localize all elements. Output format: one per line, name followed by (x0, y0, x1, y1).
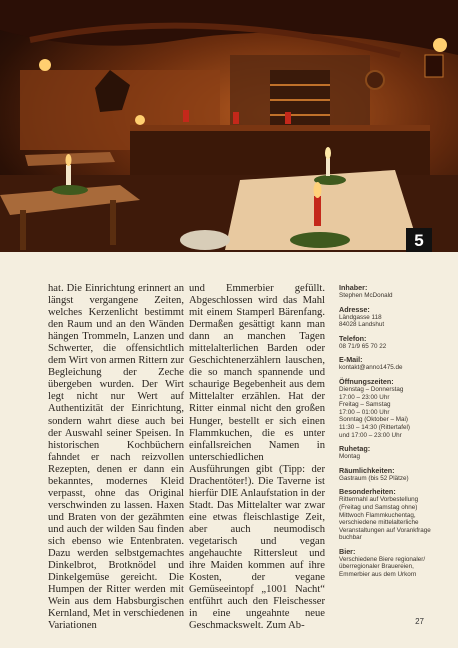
info-label: Bier: (339, 546, 356, 556)
info-value: Stephen McDonald (339, 292, 393, 299)
info-value: Gastraum (bis 52 Plätze) (339, 474, 409, 482)
info-value: Rittermahl auf Vorbestellung (Freitag und Samstag ohne) Mittwoch Flammkuchentag, verschiedene mittelalterliche Veranstaltungen auf Vorankfrage buchbar (339, 496, 431, 542)
info-item-email (339, 355, 451, 372)
info-label: Ruhetag: (339, 444, 371, 454)
info-item-closing-day (339, 444, 451, 461)
info-item-specials (339, 487, 451, 542)
info-value: kontakt@anno1475.de (339, 364, 403, 372)
info-value: Ländgasse 118 84028 Landshut (339, 313, 385, 329)
info-label: Besonderheiten: (339, 487, 396, 497)
info-item-owner (339, 283, 451, 300)
info-item-phone (339, 334, 451, 351)
article-text: und Emmerbier gefüllt. Abgeschlossen wird das Mahl mit einem Stamperl Bärenfang. Dermaßen gesättigt kann man dann an manchen Tagen mittelalterlichen Barden oder Geschichtenerzählern lauschen, die so manch spannende und schaurige Begebenheit aus dem Mittelalter erzählen. Hat der Ritter einmal nicht den großen Hunger, bestellt er sich einen Flammkuchen, die es unter einfallsreichen Namen in unterschiedlichen Ausführungen gibt (Tipp: der Drachentöter!). Die Taverne ist hierfür DIE Anlaufstation in der Stadt. Das Mittelalter war zwar eine etwas fleischlastige Zeit, aber auch neumodisch vegetarisch und vegan angehauchte Rittersleut und ihre Maiden kommen auf ihre Kosten, der vegane Gemüseeintopf „1001 Nacht“ entführt auch den Fleischesser in eine ungeahnte neue Geschmackswelt. Zum Ab- (189, 283, 325, 632)
info-value: 08 71/9 65 70 22 (339, 342, 387, 350)
article-column-2 (189, 283, 325, 632)
info-item-opening-hours (339, 377, 451, 439)
info-label: Räumlichkeiten: (339, 465, 395, 475)
info-value: Dienstag – Donnerstag 17:00 – 23:00 Uhr Freitag – Samstag 17:00 – 01:00 Uhr Sonntag (Oktober – Mai) 11:30 – 14:30 (Rittertafel) und 17:00 – 23:00 Uhr (339, 385, 410, 439)
info-label: Inhaber: (339, 283, 368, 292)
article-text: hat. Die Einrichtung erinnert an längst vergangene Zeiten, welches Kerzenlicht bestimmt den Raum und an den Wänden hängen Trommeln, Lanzen und Schwerter, die offensichtlich dem Wirt von armen Rittern zur Begleichung der Zeche übergeben wurden. Der Wirt legt nicht nur Wert auf Authentizität der Einrichtung, sondern wahrt diese auch bei der Auswahl seiner Speisen. In historischen Kochbüchern fahndet er nach reizvollen Rezepten, denen er dann ein bekanntes, modernes Kleid verpasst, ohne das Original verschwinden zu lassen. Haxen und Braten von der gezähmten und auch der wilden Sau finden sich ebenso wie Entenbraten. Dazu werden selbstgemachtes Dinkelbrot, Brotknödel und Dinkelgemüse gereicht. Die Humpen der Ritter werden mit Wein aus dem Habsburgischen Kernland, Met in verschiedenen Variationen (48, 283, 184, 632)
info-label: E-Mail: (339, 355, 363, 365)
article-column-1 (48, 283, 184, 632)
info-label: Adresse: (339, 304, 370, 314)
info-value: Verschiedene Biere regionaler/ überregionaler Brauereien, Emmerbier aus dem Urkorn (339, 555, 426, 579)
info-value: Montag (339, 453, 361, 461)
info-label: Öffnungszeiten: (339, 376, 394, 386)
info-label: Telefon: (339, 333, 367, 343)
tavern-interior-illustration (0, 0, 458, 252)
info-item-address (339, 305, 451, 329)
info-item-rooms (339, 466, 451, 483)
page-number: 27 (415, 617, 424, 626)
photo-number-badge: 5 (406, 228, 432, 252)
info-sidebar (339, 283, 451, 584)
info-item-beer (339, 547, 451, 579)
tavern-photo (0, 0, 458, 252)
